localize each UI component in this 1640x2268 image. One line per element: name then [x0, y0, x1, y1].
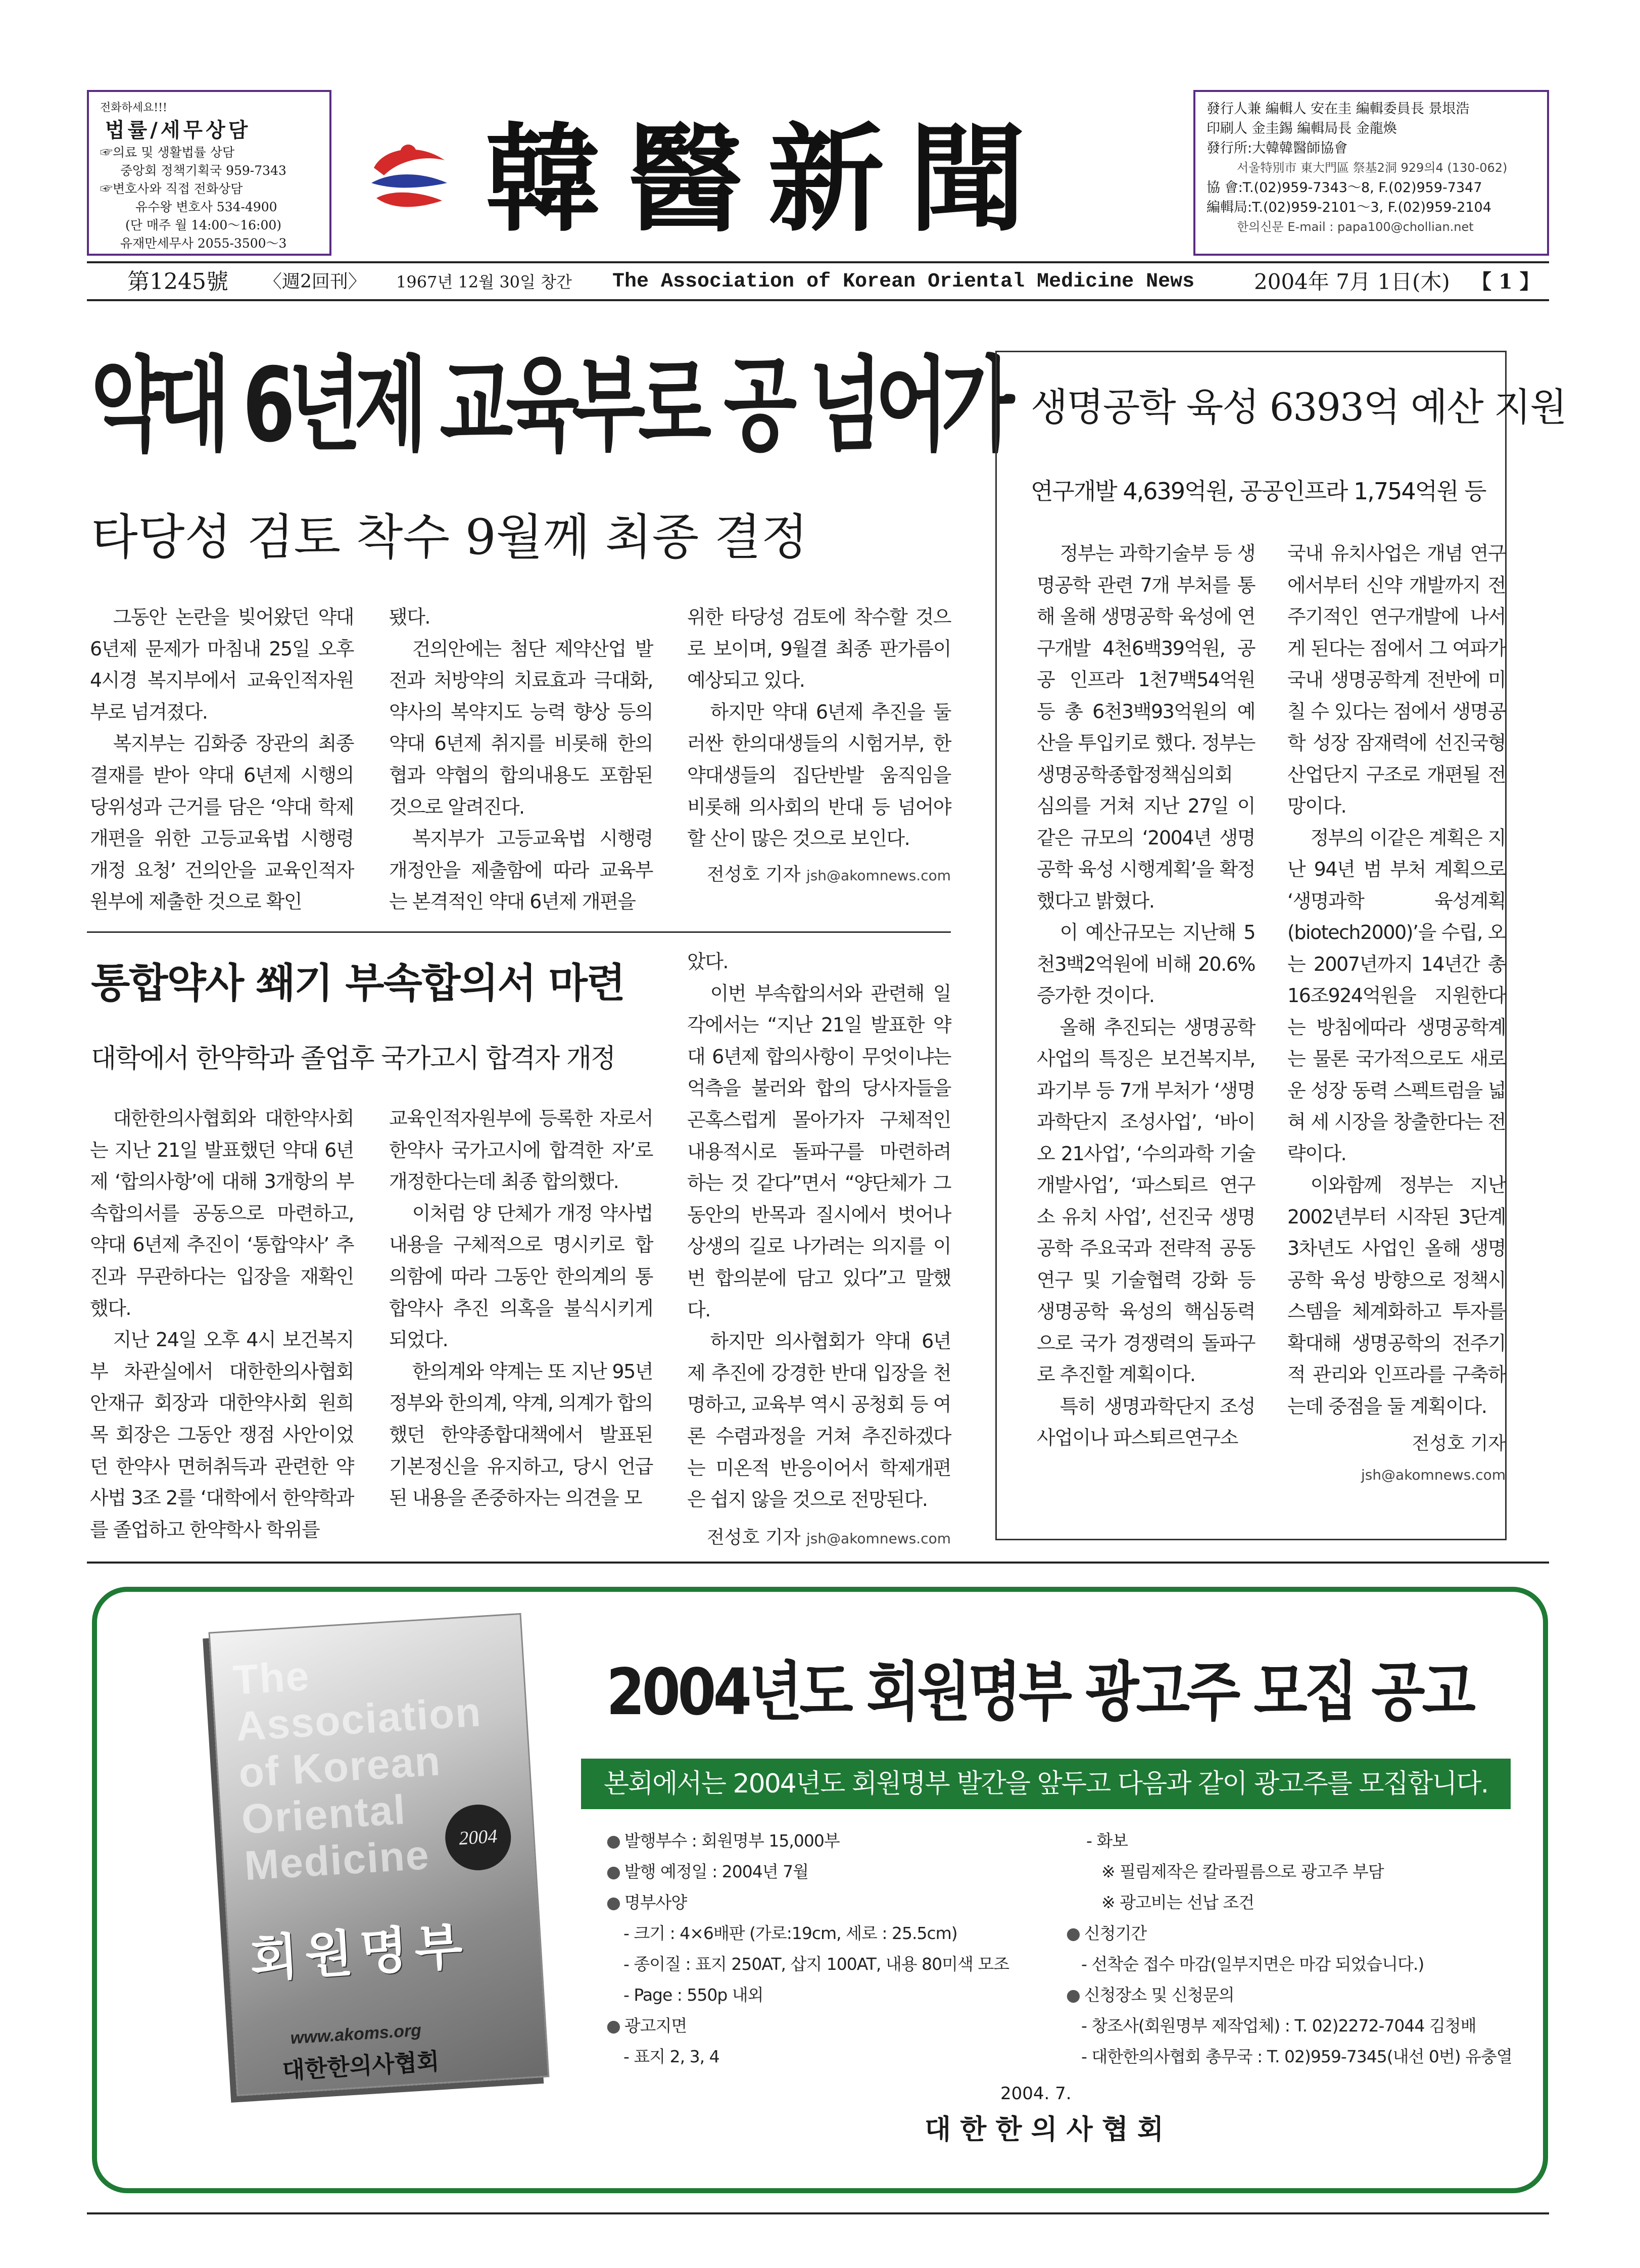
- paragraph: 위한 타당성 검토에 착수할 것으로 보이며, 9월결 최종 판가름이 예상되고 있다.: [687, 606, 951, 692]
- article-divider: [87, 931, 951, 933]
- member-directory-book: [208, 1613, 549, 2096]
- masthead-bottom-rule: [87, 299, 1549, 301]
- paragraph: 교육인적자원부에 등록한 자로서 한약사 국가고시에 합격한 자’로 개정한다는데 최종 합의했다.: [389, 1107, 653, 1193]
- issue-frequency: 〈週2回刊〉: [264, 271, 366, 292]
- issue-number: 第1245號: [127, 269, 228, 295]
- paragraph: 복지부는 김화중 장관의 최종결재를 받아 약대 6년제 시행의 당위성과 근거를 담은 ‘약대 학제 개편을 위한 고등교육법 시행령 개정 요청’ 건의안을 교육인적자원부에 제출한 것으로 확인: [90, 732, 354, 913]
- paragraph: 특히 생명과학단지 조성사업이나 파스퇴르연구소: [1037, 1395, 1255, 1449]
- reporter-name: 전성호 기자: [1412, 1433, 1506, 1454]
- paragraph: 하지만 약대 6년제 추진을 둘러싼 한의대생들의 시험거부, 한약대생들의 집단반발 움직임을 비롯해 의사회의 반대 등 넘어야 할 산이 많은 것으로 보인다.: [687, 700, 951, 850]
- paragraph: 정부는 과학기술부 등 생명공학 관련 7개 부처를 통해 올해 생명공학 육성에 연구개발 4천6백39억원, 공공 인프라 1천7백54억원 등 총 6천3백93억원의 예산을 투입키로 했다. 정부는 생명공학종합정책심의회 심의를 거쳐 지난 27일 이같은 규모의 ‘2004년 생명공학 육성 시행계획’을 확정했다고 밝혔다.: [1037, 542, 1255, 912]
- ad-details-right: [1066, 1825, 1521, 2078]
- association-emblem-icon: [364, 132, 455, 223]
- paragraph: 건의안에는 첨단 제약산업 발전과 처방약의 치료효과 극대화, 약사의 복약지도 능력 향상 등의 약대 6년제 취지를 비롯해 한의협과 약협의 합의내용도 포함된 것으로 알려진다.: [389, 637, 653, 818]
- article2-column-1: [90, 1103, 354, 1557]
- page-bottom-rule: [87, 2212, 1549, 2214]
- paragraph: 았다.: [687, 951, 728, 973]
- article1-column-1: [90, 601, 354, 920]
- article1-headline: 약대 6년제 교육부로 공 넘어가: [91, 346, 1008, 465]
- publisher-line: 發行人兼 編輯人 安在圭 編輯委員長 景垠浩: [1207, 101, 1470, 117]
- legal-box-line: (단 매주 월 14:00～16:00): [125, 218, 282, 232]
- publisher-line: 印刷人 金圭錫 編輯局長 金龍煥: [1207, 121, 1397, 136]
- masthead-title: 韓醫新聞: [485, 111, 1051, 248]
- issue-info-bar: [87, 267, 1549, 297]
- article2-headline: 통합약사 쐐기 부속합의서 마련: [91, 959, 625, 1007]
- book-year-badge: 2004: [443, 1803, 513, 1872]
- legal-box-title: 법률/세무상담: [105, 118, 251, 142]
- paragraph: 이 예산규모는 지난해 5천3백2억원에 비해 20.6% 증가한 것이다.: [1037, 921, 1255, 1007]
- legal-box-line: 중앙회 정책기획국 959-7343: [120, 163, 286, 178]
- article1-column-3: [687, 601, 951, 864]
- article2-subheadline: 대학에서 한약학과 졸업후 국가고시 합격자 개정: [91, 1044, 615, 1074]
- article3-column-2: [1287, 538, 1506, 1437]
- publisher-info-box: [1193, 90, 1549, 256]
- ad-item: ● 신청장소 및 신청문의: [1066, 1979, 1521, 2010]
- legal-box-line: ☞변호사와 직접 전화상담: [100, 181, 243, 196]
- publisher-line: 協 會:T.(02)959-7343～8, F.(02)959-7347: [1207, 180, 1482, 196]
- ad-item: - 화보: [1086, 1831, 1128, 1851]
- article2-column-3: [687, 946, 951, 1522]
- paragraph: 이처럼 양 단체가 개정 약사법 내용을 구체적으로 명시키로 합의함에 따라 그동안 한의계의 통합약사 추진 의혹을 불식시키게 되었다.: [389, 1202, 653, 1351]
- ad-item: - 선착순 접수 마감(일부지면은 마감 되었습니다.): [1081, 1954, 1424, 1974]
- article1-subheadline: 타당성 검토 착수 9월께 최종 결정: [91, 509, 808, 565]
- book-ghost-text: The Association of Korean Oriental Medicine: [231, 1652, 483, 1889]
- ad-item: - 창조사(회원명부 제작업체) : T. 02)2272-7044 김청배: [1081, 2016, 1476, 2036]
- article3-byline-email: [1287, 1461, 1506, 1487]
- ad-item: - 대한한의사협회 총무국 : T. 02)959-7345(내선 0번) 유충열: [1081, 2047, 1512, 2066]
- ad-item: - 크기 : 4×6배판 (가로:19cm, 세로 : 25.5cm): [623, 1923, 957, 1943]
- reporter-email: jsh@akomnews.com: [806, 1530, 951, 1547]
- ad-item: - 종이질 : 표지 250AT, 삽지 100AT, 내용 80미색 모조: [623, 1954, 1009, 1974]
- publisher-line: 서울特別市 東大門區 祭基2洞 929의4 (130-062): [1237, 161, 1508, 175]
- book-title: 회원명부: [248, 1917, 471, 1989]
- founded-date: 1967년 12월 30일 창간: [396, 272, 572, 292]
- paragraph: 그동안 논란을 빚어왔던 약대 6년제 문제가 마침내 25일 오후 4시경 복지부에서 교육인적자원부로 넘겨졌다.: [90, 606, 354, 723]
- article3-subheadline: 연구개발 4,639억원, 공공인프라 1,754억원 등: [1031, 478, 1486, 505]
- book-publisher: 대한한의사협회: [281, 2047, 440, 2085]
- publisher-line: 發行所:大韓韓醫師協會: [1207, 140, 1348, 156]
- ad-banner: 본회에서는 2004년도 회원명부 발간을 앞두고 다음과 같이 광고주를 모집합니다.: [581, 1759, 1511, 1809]
- ad-item: ※ 필림제작은 칼라필름으로 광고주 부담: [1101, 1862, 1384, 1881]
- paragraph: 한의계와 약계는 또 지난 95년 정부와 한의계, 약계, 의계가 합의했던 한약종합대책에서 발표된 기본정신을 유지하고, 당시 언급된 내용을 존중하자는 의견을 모: [389, 1360, 653, 1509]
- paragraph: 이와함께 정부는 지난 2002년부터 시작된 3단계 3차년도 사업인 올해 생명공학 육성 방향으로 정책시스템을 체계화하고 투자를 확대해 생명공학의 전주기적 관리와 인프라를 구축하는데 중점을 둘 계획이다.: [1287, 1174, 1506, 1418]
- paragraph: 이번 부속합의서와 관련해 일각에서는 “지난 21일 발표한 약대 6년제 합의사항이 무엇이냐는 억측을 불러와 합의 당사자들을 곤혹스럽게 몰아가자 구체적인 내용적시로 돌파구를 마련하려 하는 것 같다”면서 “양단체가 그동안의 반목과 질시에서 벗어나 상생의 길로 나가려는 의지를 이번 합의분에 담고 있다”고 말했다.: [687, 982, 951, 1321]
- paragraph: 하지만 의사협회가 약대 6년제 추진에 강경한 반대 입장을 천명하고, 교육부 역시 공청회 등 여론 수렴과정을 거쳐 추진하겠다는 미온적 반응이어서 학제개편은 쉽지 않을 것으로 전망된다.: [687, 1330, 951, 1511]
- issue-date: 2004年 7月 1日(木): [1254, 269, 1450, 294]
- ad-item: ● 광고지면: [606, 2010, 1061, 2041]
- paragraph: 대한한의사협회와 대한약사회는 지난 21일 발표했던 약대 6년제 ‘합의사항’에 대해 3개항의 부속합의서를 공동으로 마련하고, 약대 6년제 추진이 ‘통합약사’ 추진과 무관하다는 입장을 재확인 했다.: [90, 1107, 354, 1319]
- section-divider: [87, 1562, 1549, 1564]
- ad-item: - Page : 550p 내외: [623, 1985, 763, 2005]
- article3-headline: 생명공학 육성 6393억 예산 지원: [1031, 385, 1566, 430]
- ad-item: ● 발행 예정일 : 2004년 7월: [606, 1856, 1061, 1887]
- book-website: www.akoms.org: [290, 2020, 422, 2048]
- paragraph: 올해 추진되는 생명공학 사업의 특징은 보건복지부, 과기부 등 7개 부처가 ‘생명과학단지 조성사업’, ‘바이오 21사업’, ‘수의과학 기술개발사업’, ‘파스퇴르 연구소 유치 사업’, 선진국 생명공학 주요국과 전략적 공동 연구 및 기술협력 강화 등 생명공학 육성의 핵심동력으로 국가 경쟁력의 돌파구로 추진할 계획이다.: [1037, 1016, 1255, 1386]
- article3-column-1: [1037, 538, 1255, 1498]
- legal-box-line: ☞의료 및 생활법률 상담: [100, 145, 235, 160]
- article3-byline-name: [1287, 1431, 1506, 1456]
- ad-item: ● 발행부수 : 회원명부 15,000부: [606, 1825, 1061, 1856]
- ad-item: ● 신청기간: [1066, 1918, 1521, 1949]
- ad-item: - 표지 2, 3, 4: [623, 2047, 719, 2066]
- ad-title: 2004년도 회원명부 광고주 모집 공고: [606, 1655, 1473, 1729]
- reporter-email: jsh@akomnews.com: [1361, 1467, 1506, 1483]
- legal-consult-box: [87, 90, 331, 256]
- article2-column-2: [389, 1103, 653, 1557]
- page-number: 【 1 】: [1471, 270, 1540, 294]
- legal-box-lead: 전화하세요!!!: [100, 102, 167, 114]
- article1-byline: [687, 862, 951, 887]
- ad-organization: 대한한의사협회: [925, 2113, 1173, 2145]
- paragraph: 정부의 이같은 계획은 지난 94년 범 부처 계획으로 ‘생명과학 육성계획(biotech2000)’을 수립, 오는 2007년까지 14년간 총 16조924억원을 지원한다는 방침에따라 생명공학계는 물론 국가적으로도 새로운 성장 동력 스펙트럼을 넓혀 세 시장을 창출한다는 전략이다.: [1287, 826, 1506, 1165]
- reporter-name: 전성호 기자: [707, 864, 801, 885]
- legal-box-line: 유수왕 변호사 534-4900: [135, 200, 277, 214]
- paragraph: 복지부가 고등교육법 시행령 개정안을 제출함에 따라 교육부는 본격적인 약대 6년제 개편을: [389, 827, 653, 913]
- publisher-line: 編輯局:T.(02)959-2101～3, F.(02)959-2104: [1207, 200, 1491, 215]
- article1-column-2: [389, 601, 653, 920]
- publisher-line: 한의신문 E-mail : papa100@chollian.net: [1237, 220, 1474, 234]
- legal-box-line: 유재만세무사 2055-3500～3: [120, 236, 287, 251]
- ad-details-left: [606, 1825, 1061, 2078]
- article2-byline: [687, 1525, 951, 1550]
- ad-item: ※ 광고비는 선납 조건: [1101, 1893, 1255, 1912]
- paragraph: 국내 유치사업은 개념 연구에서부터 신약 개발까지 전주기적인 연구개발에 나서게 된다는 점에서 그 여파가 국내 생명공학계 전반에 미칠 수 있다는 점에서 생명공학 성장 잠재력에 선진국형 산업단지 구조로 개편될 전망이다.: [1287, 542, 1506, 817]
- ad-date: 2004. 7.: [1000, 2084, 1072, 2104]
- english-title: The Association of Korean Oriental Medicine News: [612, 270, 1195, 293]
- reporter-name: 전성호 기자: [707, 1527, 801, 1548]
- paragraph: 지난 24일 오후 4시 보건복지부 차관실에서 대한한의사협회 안재규 회장과 대한약사회 원희목 회장은 그동안 쟁점 사안이었던 한약사 면허취득과 관련한 약사법 3조 2를 ‘대학에서 한약학과를 졸업하고 한약학사 학위를: [90, 1329, 354, 1541]
- masthead-top-rule: [87, 261, 1549, 263]
- paragraph: 됐다.: [389, 606, 430, 628]
- ad-item: ● 명부사양: [606, 1887, 1061, 1918]
- reporter-email: jsh@akomnews.com: [806, 867, 951, 884]
